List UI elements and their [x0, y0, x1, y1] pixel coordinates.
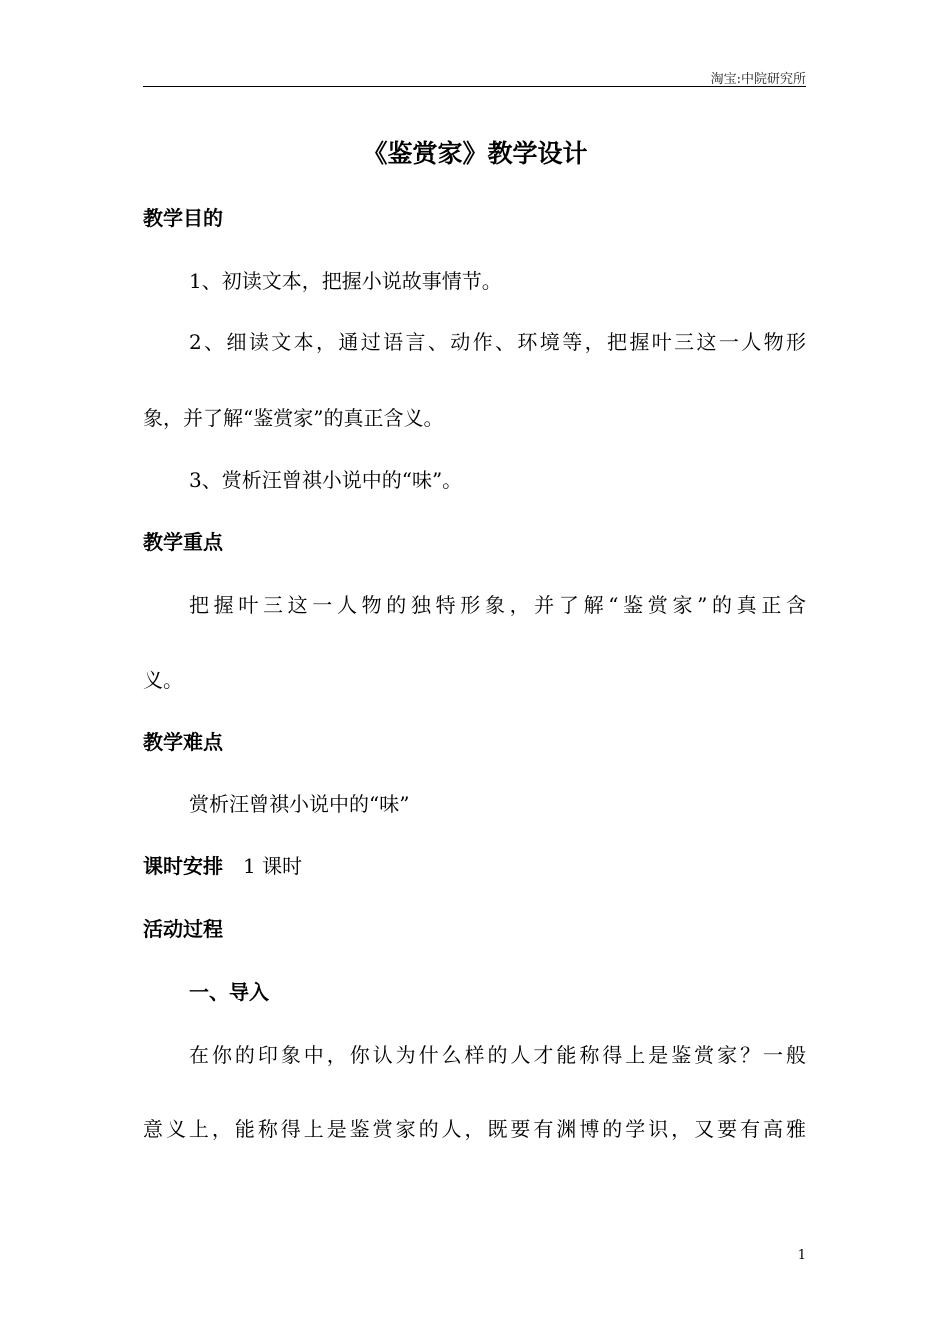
page-number: 1: [797, 1248, 806, 1263]
schedule-row: [143, 853, 806, 879]
heading-difficulties: 教学难点: [143, 730, 223, 754]
heading-schedule: 课时安排: [143, 854, 223, 878]
difficulties-text: 赏析汪曾祺小说中的“味”: [189, 792, 410, 816]
page-header: 淘宝:中院研究所: [710, 72, 806, 87]
heading-key-points: 教学重点: [143, 530, 223, 554]
objective-item-continued: 象，并了解“鉴赏家”的真正含义。: [143, 406, 444, 430]
objective-item: 3、赏析汪曾祺小说中的“味”。: [189, 468, 463, 492]
subheading-introduction: 一、导入: [189, 980, 269, 1004]
heading-process: 活动过程: [143, 917, 223, 941]
objective-item: 2、细读文本，通过语言、动作、环境等，把握叶三这一人物形: [189, 330, 806, 354]
objective-item: 1、初读文本，把握小说故事情节。: [189, 269, 502, 293]
process-text: 在你的印象中，你认为什么样的人才能称得上是鉴赏家？一般: [189, 1043, 806, 1067]
heading-objectives: 教学目的: [143, 206, 223, 230]
process-text-continued: 意义上，能称得上是鉴赏家的人，既要有渊博的学识，又要有高雅: [143, 1117, 806, 1141]
header-divider: [143, 86, 806, 87]
key-points-text-continued: 义。: [143, 668, 183, 692]
document-title: 《鉴赏家》教学设计: [362, 139, 588, 168]
key-points-text: 把握叶三这一人物的独特形象，并了解“鉴赏家”的真正含: [189, 593, 806, 617]
schedule-value: 1 课时: [243, 854, 303, 878]
